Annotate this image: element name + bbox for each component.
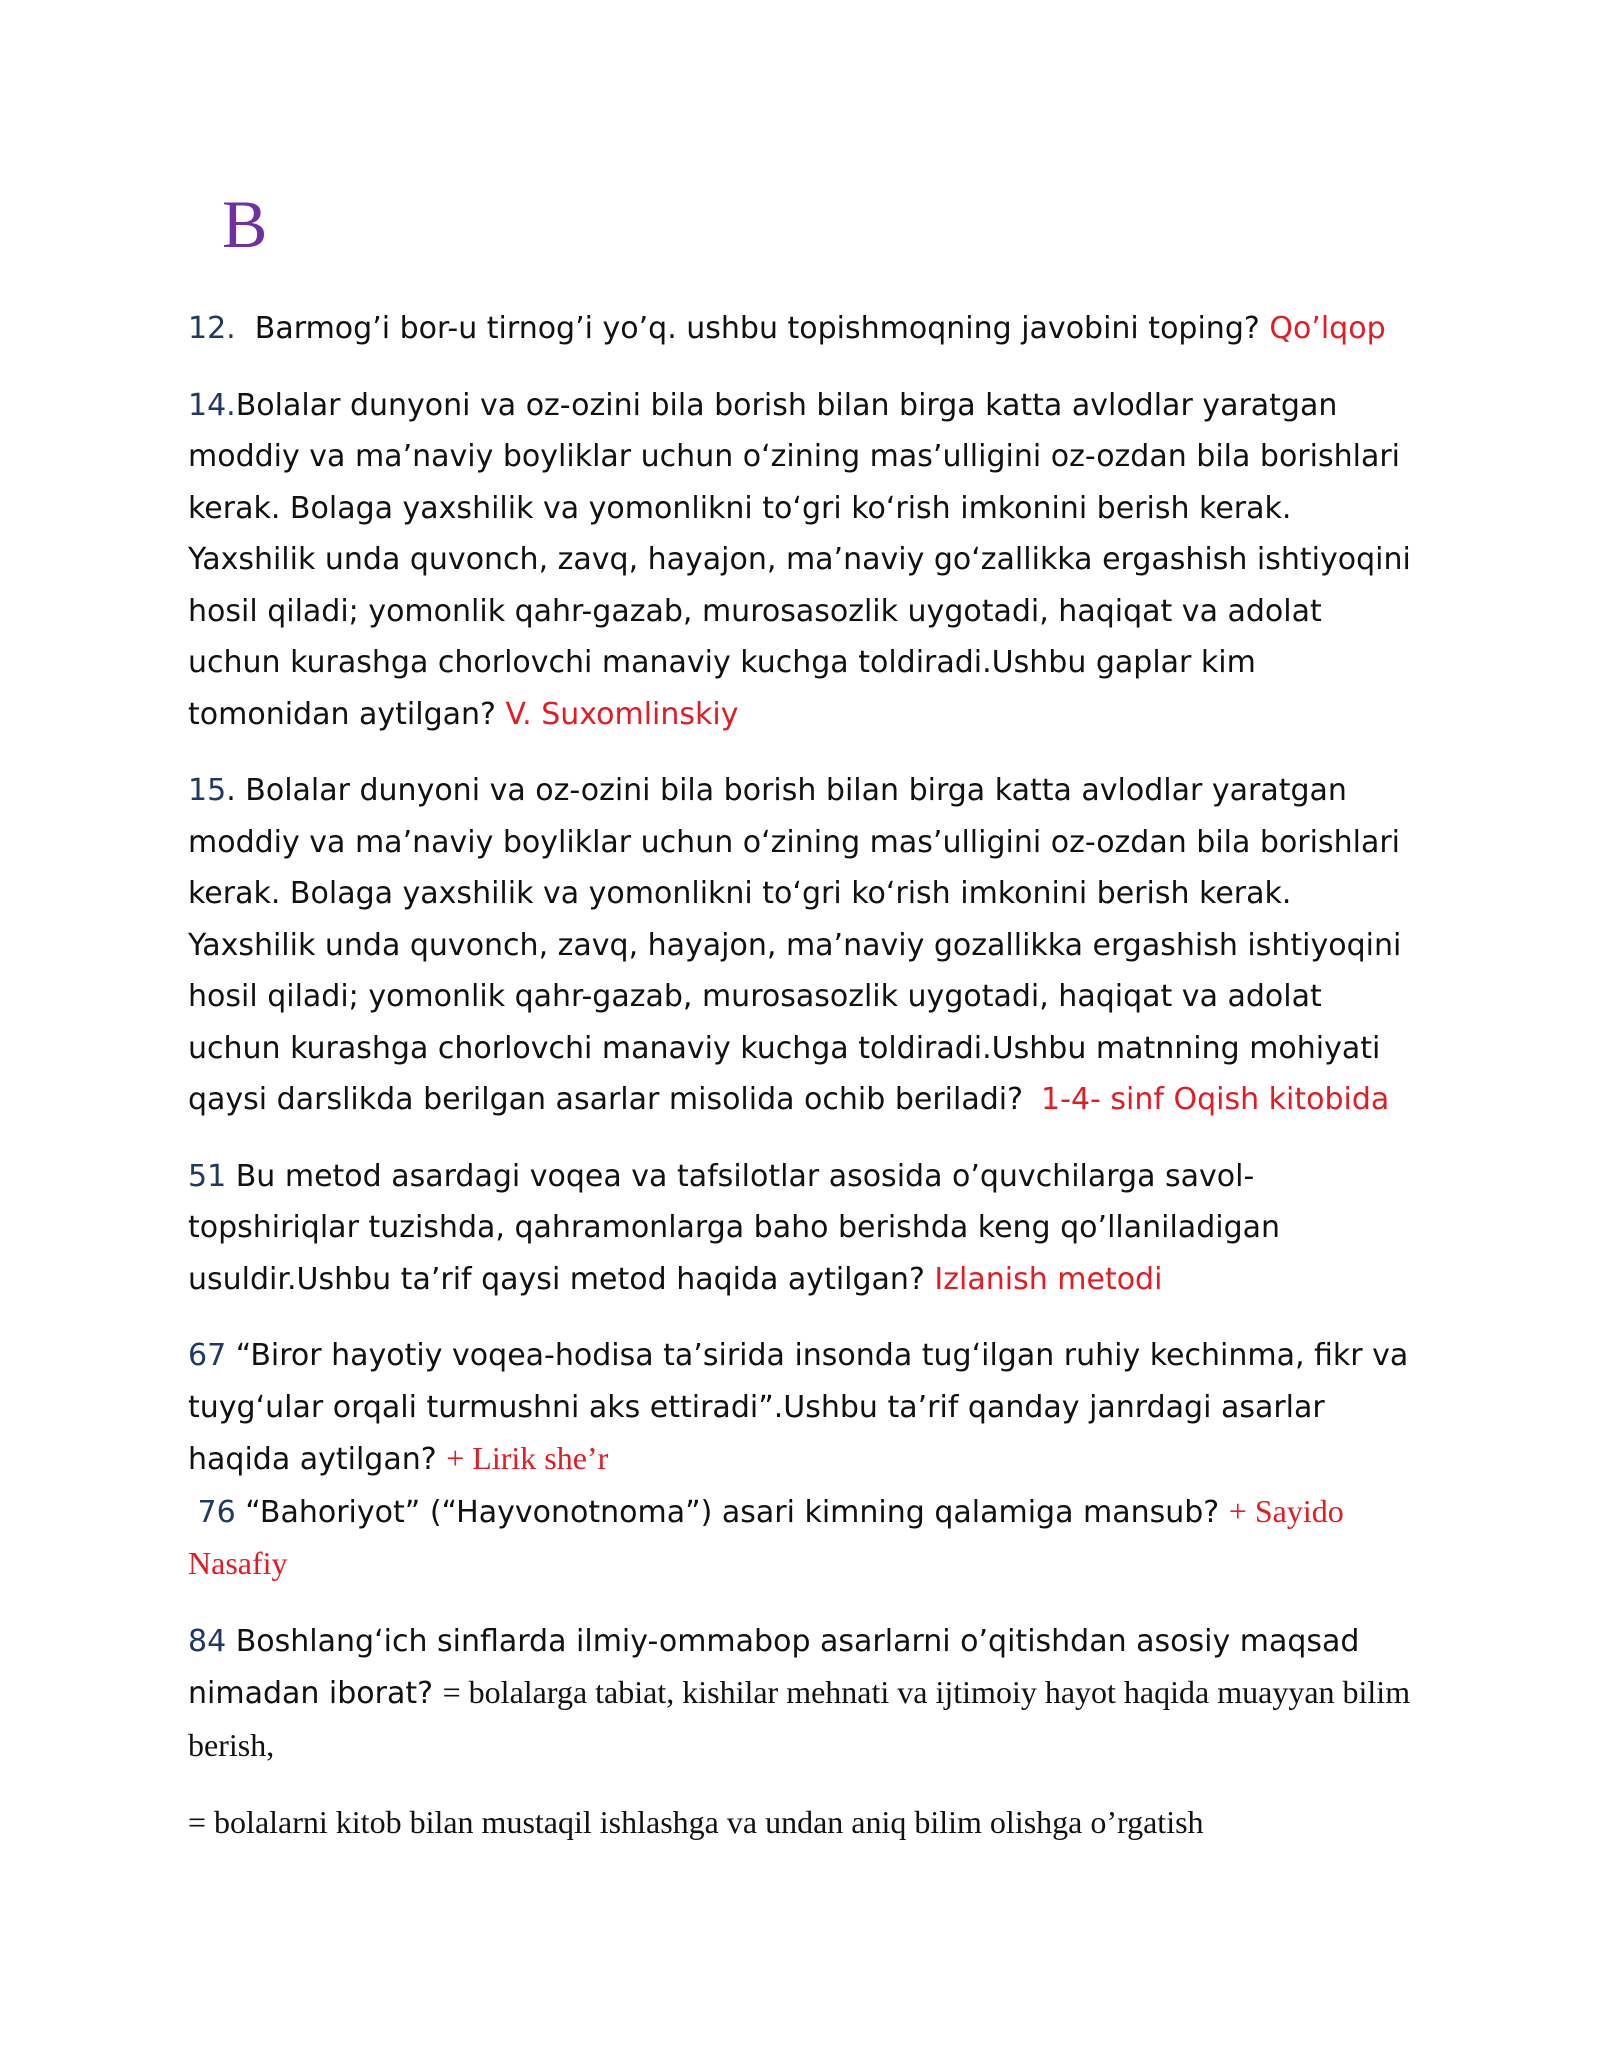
answer-option-2: = bolalarni kitob bilan mustaqil ishlashga va undan aniq bilim olishga o’rgatish (188, 1804, 1204, 1840)
question-84-option-2 (188, 1797, 1418, 1850)
question-51 (188, 1151, 1418, 1306)
answer-option-1: = bolalarga tabiat, kishilar mehnati va ijtimoiy hayot haqida muayyan bilim berish, (188, 1674, 1411, 1763)
answer-text: V. Suxomlinskiy (505, 696, 739, 732)
question-76 (188, 1486, 1418, 1591)
question-number: 67 (188, 1338, 227, 1373)
answer-text: 1-4- sinf Oqish kitobida (1041, 1082, 1390, 1117)
answer-text: Qo’lqop (1269, 311, 1386, 346)
question-12 (188, 303, 1418, 355)
question-15 (188, 765, 1418, 1126)
question-number: 76 (197, 1494, 236, 1530)
question-text: Barmog’i bor-u tirnog’i yo’q. ushbu topishmoqning javobini toping? (254, 311, 1260, 346)
question-text: Bu metod asardagi voqea va tafsilotlar asosida o’quvchilarga savol-topshiriqlar tuzishda, qahramonlarga baho berishda keng qo’llaniladigan usuldir.Ushbu ta’rif qaysi metod haqida aytilgan? (188, 1158, 1281, 1297)
question-84 (188, 1616, 1418, 1773)
question-number: 15 (188, 773, 227, 808)
section-letter-heading: B (222, 186, 268, 262)
question-text: Boshlang‘ich sinflarda ilmiy-ommabop asarlarni o’qitishdan asosiy maqsad nimadan iborat? (188, 1623, 1360, 1711)
question-number: 14. (188, 387, 236, 423)
question-text: . Bolalar dunyoni va oz-ozini bila borish bilan birga katta avlodlar yaratgan moddiy va ma’naviy boyliklar uchun o‘zining mas’ulligini oz-ozdan bila borishlari kerak. Bolaga yaxshilik va yomonlikni to‘gri ko‘rish imkonini berish kerak. Yaxshilik unda quvonch, zavq, hayajon, ma’naviy gozallikka ergashish ishtiyoqini hosil qiladi; yomonlik qahr-gazab, murosasozlik uygotadi, haqiqat va adolat uchun kurashga chorlovchi manaviy kuchga toldiradi.Ushbu matnning mohiyati qaysi darslikda berilgan asarlar misolida ochib beriladi? (188, 773, 1402, 1117)
question-text: “Bahoriyot” (“Hayvonotnoma”) asari kimning qalamiga mansub? (235, 1494, 1220, 1530)
question-number: 84 (188, 1623, 227, 1659)
question-text: Bolalar dunyoni va oz-ozini bila borish bilan birga katta avlodlar yaratgan moddiy va ma’naviy boyliklar uchun o‘zining mas’ulligini oz-ozdan bila borishlari kerak. Bolaga yaxshilik va yomonlikni to‘gri ko‘rish imkonini berish kerak. Yaxshilik unda quvonch, zavq, hayajon, ma’naviy go‘zallikka ergashish ishtiyoqini hosil qiladi; yomonlik qahr-gazab, murosasozlik uygotadi, haqiqat va adolat uchun kurashga chorlovchi manaviy kuchga toldiradi.Ushbu gaplar kim tomonidan aytilgan? (188, 387, 1411, 732)
document-body (188, 303, 1418, 1875)
answer-text: + Lirik she’r (446, 1440, 609, 1476)
question-number: 51 (188, 1158, 227, 1194)
question-14 (188, 380, 1418, 741)
answer-text: + Sayido Nasafiy (188, 1492, 1344, 1581)
question-number: 12. (188, 311, 236, 346)
answer-text: Izlanish metodi (934, 1261, 1163, 1297)
question-text: “Biror hayotiy voqea-hodisa ta’sirida insonda tug‘ilgan ruhiy kechinma, fikr va tuyg‘ular orqali turmushni aks ettiradi”.Ushbu ta’rif qanday janrdagi asarlar haqida aytilgan? (188, 1338, 1409, 1477)
question-67 (188, 1330, 1418, 1486)
